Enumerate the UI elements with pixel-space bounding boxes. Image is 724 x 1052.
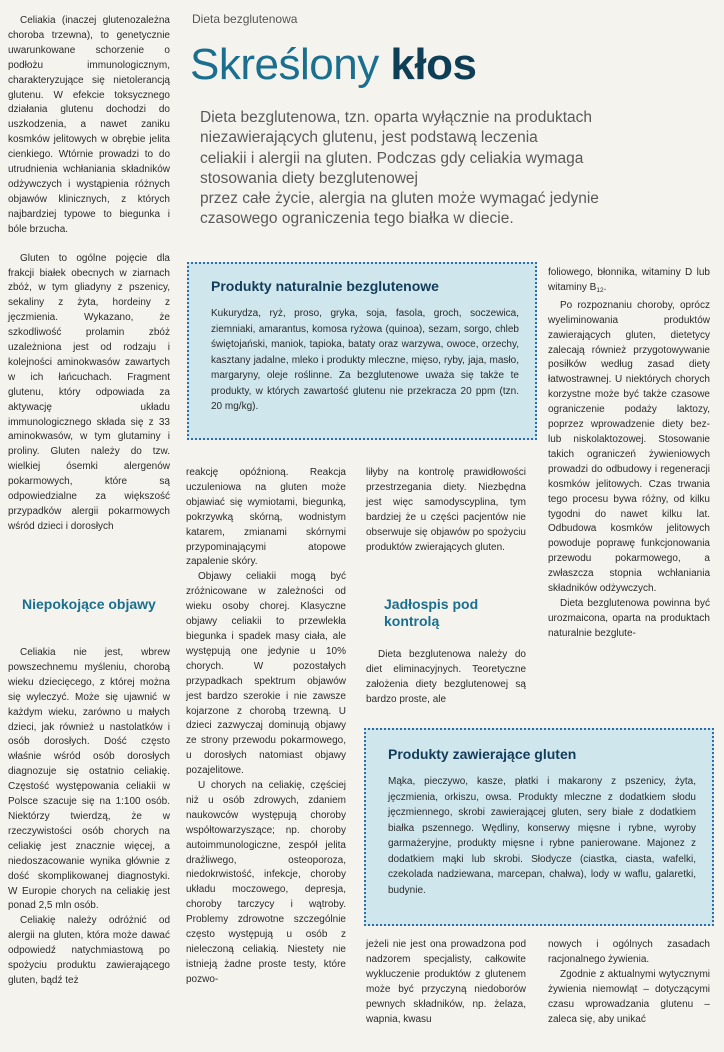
paragraph: Dieta bezglutenowa powinna być urozmaicona, oparta na produktach naturalnie bezglute- bbox=[548, 597, 710, 639]
paragraph: Objawy celiakii mogą być zróżnicowane w zależności od wieku osoby chorej. Klasyczne objawy celiakii to przewlekła biegunka i spadek masy ciała, ale występują one jedynie u 10% chorych. W pozostałych przypadkach spektrum objawów jest bardzo szerokie i nie zawsze kojarzone z chorobą trzewną. U dzieci zazwyczaj dominują objawy ze strony przewodu pokarmowego, u dorosłych natomiast objawy pozajelitowe. bbox=[186, 571, 346, 777]
column-1-top bbox=[8, 14, 170, 535]
paragraph: Gluten to ogólne pojęcie dla frakcji białek obecnych w ziarnach zbóż, w tym gliadyny z pszenicy, sekaliny z żyta, hordeiny z jęczmienia. Wykazano, że szkodliwość prolamin zbóż uzależniona jest od rodzaju i kolejności aminokwasów zawartych w ich łańcuchach. Fragment glutenu, który odpowiada za aktywację układu immunologicznego składa się z 33 aminokwasów, w tym glutaminy i proliny. Gluten należy do tzw. wielkiej ósemki alergenów pokarmowych, które są odpowiedzialne za większość przypadków alergii pokarmowych wśród dzieci i dorosłych bbox=[8, 252, 170, 532]
section-kicker: Dieta bezglutenowa bbox=[192, 12, 298, 26]
lead-line: celiakii i alergii na gluten. Podczas gdy celiakia wymaga bbox=[200, 149, 584, 167]
lead-line: stosowania diety bezglutenowej bbox=[200, 169, 418, 187]
text: . bbox=[603, 281, 607, 293]
title-bold: kłos bbox=[390, 40, 477, 89]
text: foliowego, błonnika, witaminy D lub witaminy B bbox=[548, 267, 710, 293]
column-4-top bbox=[548, 266, 710, 642]
paragraph: U chorych na celiakię, częściej niż u osób zdrowych, zdaniem naukowców występują choroby współtowarzyszące; np. choroby autoimmunologiczne, zespół jelita drażliwego, osteoporoza, niedokrwistość, infekcje, choroby układu moczowego, depresja, choroby tarczycy i wątroby. Problemy zdrowotne szczególnie często występują u osób z nieleczoną celiakią. Niestety nie istnieją żadne proste testy, które pozwo- bbox=[186, 780, 346, 985]
paragraph: jeżeli nie jest ona prowadzona pod nadzorem specjalisty, całkowite wykluczenie produktów z glutenem może być przyczyną niedoborów pewnych składników, np. żelaza, wapnia, kwasu bbox=[366, 939, 526, 1025]
section-heading-symptoms: Niepokojące objawy bbox=[22, 596, 156, 612]
subscript: 12 bbox=[596, 286, 604, 294]
info-box-gluten-containing bbox=[364, 728, 714, 926]
column-3-mid bbox=[366, 648, 526, 708]
lead-paragraph bbox=[200, 108, 720, 230]
box-text: Kukurydza, ryż, proso, gryka, soja, fasola, groch, soczewica, ziemniaki, amarantus, komosa ryżowa (quinoa), sezam, sorgo, chleb świętojański, maniok, tapioka, bataty oraz warzywa, owoce, orzechy, kasztany jadalne, mleko i produkty mleczne, mięso, ryby, jaja, masło, margaryny, oleje roślinne. Za bezglutenowe uważa się także te produkty, w których zawartość glutenu nie przekracza 20 ppm (tzn. 20 mg/kg). bbox=[211, 308, 519, 412]
paragraph: reakcję opóźnioną. Reakcja uczuleniowa na gluten może objawiać się wymiotami, biegunką, pokrzywką skórną, wodnistym katarem, zmianami skórnymi przypominającymi atopowe zapalenie skóry. bbox=[186, 467, 346, 568]
column-3-top bbox=[366, 466, 526, 555]
paragraph: Po rozpoznaniu choroby, oprócz wyeliminowania produktów zawierających gluten, dietetycy zalecają również przygotowywanie posiłków według zasad diety łatwostrawnej. U niektórych chorych korzystne może być także czasowe ograniczenie podaży laktozy, poprzez wprowadzenie diety bez- lub niskolaktozowej. Stosowanie takich ograniczeń żywieniowych prowadzi do odbudowy i regeneracji kosmków jelitowych. Czas trwania tego procesu bywa różny, od kilku tygodni do nawet kilku lat. Odbudowa kosmków jelitowych powoduje poprawę funkcjonowania przewodu pokarmowego, a zwłaszcza stopnia wchłaniania składników odżywczych. bbox=[548, 299, 710, 595]
paragraph: Celiakię należy odróżnić od alergii na gluten, która może dawać odpowiedź natychmiastową po spożyciu produktu zawierającego gluten, bądź też bbox=[8, 915, 170, 986]
lead-line: Dieta bezglutenowa, tzn. oparta wyłącznie na produktach bbox=[200, 109, 593, 126]
box-heading: Produkty zawierające gluten bbox=[388, 746, 577, 762]
column-1-bottom bbox=[8, 646, 170, 989]
paragraph: Zgodnie z aktualnymi wytycznymi żywienia niemowląt – dotyczącymi czasu wprowadzania glutenu – zaleca się, aby unikać bbox=[548, 968, 710, 1025]
lead-line: niezawierających glutenu, jest podstawą leczenia bbox=[200, 129, 538, 147]
paragraph: Dieta bezglutenowa należy do diet eliminacyjnych. Teoretyczne założenia diety bezglutenowej są bardzo proste, ale bbox=[366, 649, 526, 705]
lead-line: czasowego ograniczenia tego białka w diecie. bbox=[200, 210, 514, 228]
column-3-bottom bbox=[366, 938, 526, 1027]
section-heading-menu: Jadłospis pod kontrolą bbox=[384, 596, 479, 629]
paragraph: Celiakia nie jest, wbrew powszechnemu myśleniu, chorobą wieku dziecięcego, z której można się wyleczyć. Może się ujawnić w każdym wieku, zarówno u małych dzieci, jak również u nastolatków i osób dorosłych. Dość często właśnie wśród osób dorosłych diagnozuje się ostatnio celiakię. Częstość występowania celiakii w Polsce szacuje się na 1:100 osób. Niektórzy twierdzą, że w rzeczywistości osób chorych na celiakię jest znacznie więcej, a niedoszacowanie wynika głównie z dość skomplikowanej diagnostyki. W Europie chorych na celiakię jest ponad 2,5 mln osób. bbox=[8, 647, 170, 912]
paragraph: Celiakia (inaczej glutenozależna choroba trzewna), to genetycznie uwarunkowane schorzenie o podłożu immunologicznym, charakteryzujące się nietolerancją glutenu. W efekcie toksycznego działania glutenu dochodzi do uszkodzenia, a nawet zaniku kosmków jelitowych w obrębie jelita cienkiego. Wtórnie prowadzi to do utrudnienia wchłaniania składników odżywczych i wystąpienia różnych objawów klinicznych, z których najbardziej typowe to biegunka i bóle brzucha. bbox=[8, 15, 170, 235]
lead-line: przez całe życie, alergia na gluten może wymagać jedynie bbox=[200, 190, 599, 208]
box-text: Mąka, pieczywo, kasze, płatki i makarony z pszenicy, żyta, jęczmienia, orkiszu, owsa. Produkty mleczne z dodatkiem słodu jęczmiennego, skrobi zawierającej gluten, sery białe z dodatkiem białka pszennego. Wędliny, konserwy mięsne i rybne, wyroby garmażeryjne, produkty mięsne i rybne panierowane. Majonez z dodatkiem mąki lub skrobi. Słodycze (ciastka, ciasta, wafelki, czekolada nadziewana, marcepan, chałwa), lody w waflu, galaretki, budynie. bbox=[388, 776, 696, 896]
column-2 bbox=[186, 466, 346, 988]
title-light: Skreślony bbox=[190, 40, 379, 89]
column-4-bottom bbox=[548, 938, 710, 1027]
box-heading: Produkty naturalnie bezglutenowe bbox=[211, 278, 439, 294]
page-title bbox=[190, 40, 476, 90]
paragraph: liłyby na kontrolę prawidłowości przestrzegania diety. Niezbędna jest więc samodyscyplina, tym bardziej że u części pacjentów nie obserwuje się objawów po spożyciu produktów zwierających gluten. bbox=[366, 467, 526, 553]
paragraph: nowych i ogólnych zasadach racjonalnego żywienia. bbox=[548, 939, 710, 965]
info-box-gluten-free bbox=[187, 262, 537, 440]
paragraph bbox=[548, 266, 710, 299]
